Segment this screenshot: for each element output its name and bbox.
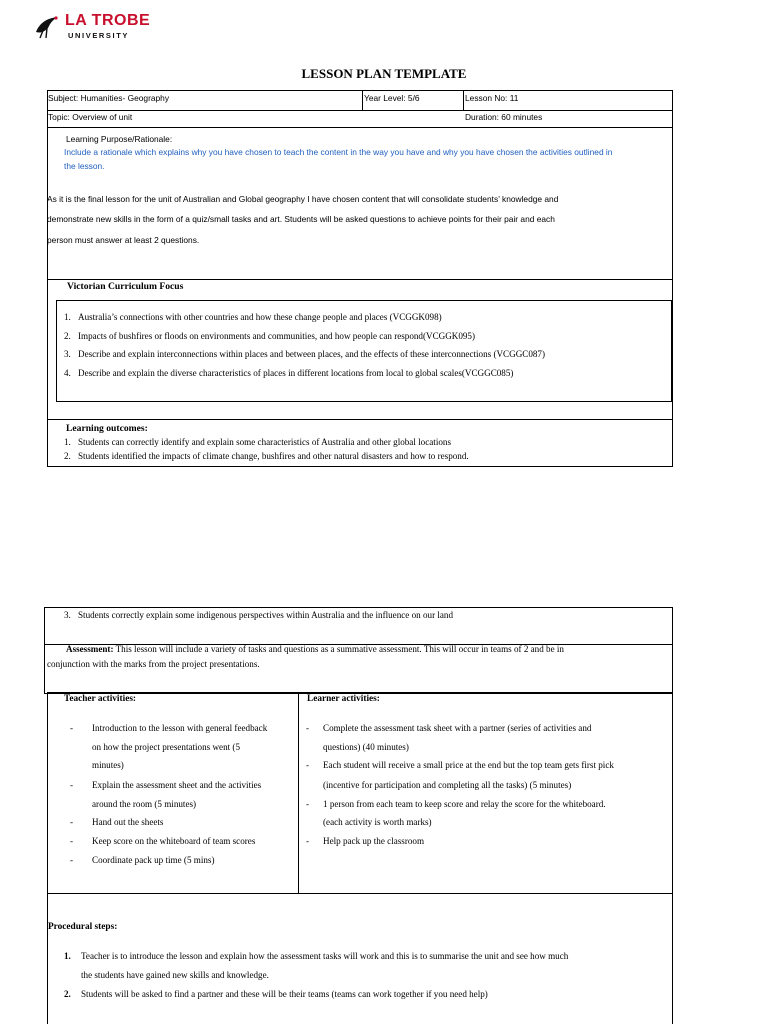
learner-activity: - Complete the assessment task sheet with a partner (series of activities and [306,723,592,733]
curriculum-item: 4. Describe and explain the diverse characteristics of places in different locations from local to global scales(VCGGC085) [64,368,514,378]
outcome-item: 3. Students correctly explain some indigenous perspectives within Australia and the influence on our land [64,610,454,620]
teacher-activity: - Introduction to the lesson with general feedback [70,723,268,733]
outcome-item: 1. Students can correctly identify and explain some characteristics of Australia and other global locations [64,437,451,447]
procedure-step: the students have gained new skills and knowledge. [81,970,269,980]
rationale-box [47,127,673,467]
teacher-activity: on how the project presentations went (5 [92,742,240,752]
topic-field: Topic: Overview of unit [48,112,133,122]
assessment-label: Assessment: [66,644,114,654]
curriculum-item: 3. Describe and explain interconnections within places and between places, and the effects of these interconnections (VCGGC087) [64,349,545,359]
outcome-item: 2. Students identified the impacts of climate change, bushfires and other natural disasters and how to respond. [64,451,469,461]
learner-activity: - Each student will receive a small price at the end but the top team gets first pick [306,760,614,770]
learner-activity: (incentive for participation and completing all the tasks) (5 minutes) [323,780,572,790]
learner-activity: - 1 person from each team to keep score and relay the score for the whiteboard. [306,799,606,809]
teacher-activity: - Explain the assessment sheet and the activities [70,780,262,790]
rationale-body-2: demonstrate new skills in the form of a quiz/small tasks and art. Students will be asked questions to achieve points for their pair and each [47,214,555,224]
curriculum-heading: Victorian Curriculum Focus [67,281,184,292]
curriculum-item: 1. Australia’s connections with other countries and how these change people and places (VCGGK098) [64,312,442,322]
info-row-2 [47,110,673,128]
learner-heading: Learner activities: [307,694,380,704]
teacher-activity: around the room (5 minutes) [92,799,197,809]
learner-activity: questions) (40 minutes) [323,742,409,752]
assessment-line-1: Assessment: This lesson will include a variety of tasks and questions as a summative assessment. This will occur in teams of 2 and be in [66,644,564,654]
procedure-heading: Procedural steps: [48,922,118,932]
teacher-activity: minutes) [92,760,124,770]
learner-activity: (each activity is worth marks) [323,817,432,827]
teacher-activity: - Hand out the sheets [70,817,164,827]
logo-subtitle: UNIVERSITY [68,31,130,40]
rationale-body-1: As it is the final lesson for the unit of Australian and Global geography I have chosen content that will consolidate students’ knowledge and [47,194,559,204]
university-logo [34,12,151,42]
assessment-line-2: conjunction with the marks from the project presentations. [47,659,260,669]
rationale-heading: Learning Purpose/Rationale: [66,134,173,144]
teacher-activity: - Keep score on the whiteboard of team scores [70,836,256,846]
learner-activity: - Help pack up the classroom [306,836,425,846]
rationale-hint-2: the lesson. [64,161,105,171]
teacher-activity: - Coordinate pack up time (5 mins) [70,855,215,865]
rationale-body-3: person must answer at least 2 questions. [47,235,200,245]
subject-field: Subject: Humanities- Geography [48,93,170,103]
curriculum-item: 2. Impacts of bushfires or floods on environments and communities, and how people can respond(VCGGK095) [64,331,476,341]
bird-logo-icon [34,12,62,40]
duration-field: Duration: 60 minutes [465,112,543,122]
outcomes-heading: Learning outcomes: [66,423,148,434]
lesson-no-field: Lesson No: 11 [465,93,519,103]
procedure-step: 2. Students will be asked to find a partner and these will be their teams (teams can work together if you need help) [64,989,488,999]
rationale-hint-1: Include a rationale which explains why you have chosen to teach the content in the way you have and why you have chosen the activities outlined in [64,147,613,157]
page-title: LESSON PLAN TEMPLATE [301,66,467,81]
year-level-field: Year Level: 5/6 [364,93,420,103]
procedure-step: 1. Teacher is to introduce the lesson and explain how the assessment tasks will work and this is to summarise the unit and see how much [64,951,569,961]
logo-name: LA TROBE [65,12,151,29]
teacher-heading: Teacher activities: [64,694,137,704]
